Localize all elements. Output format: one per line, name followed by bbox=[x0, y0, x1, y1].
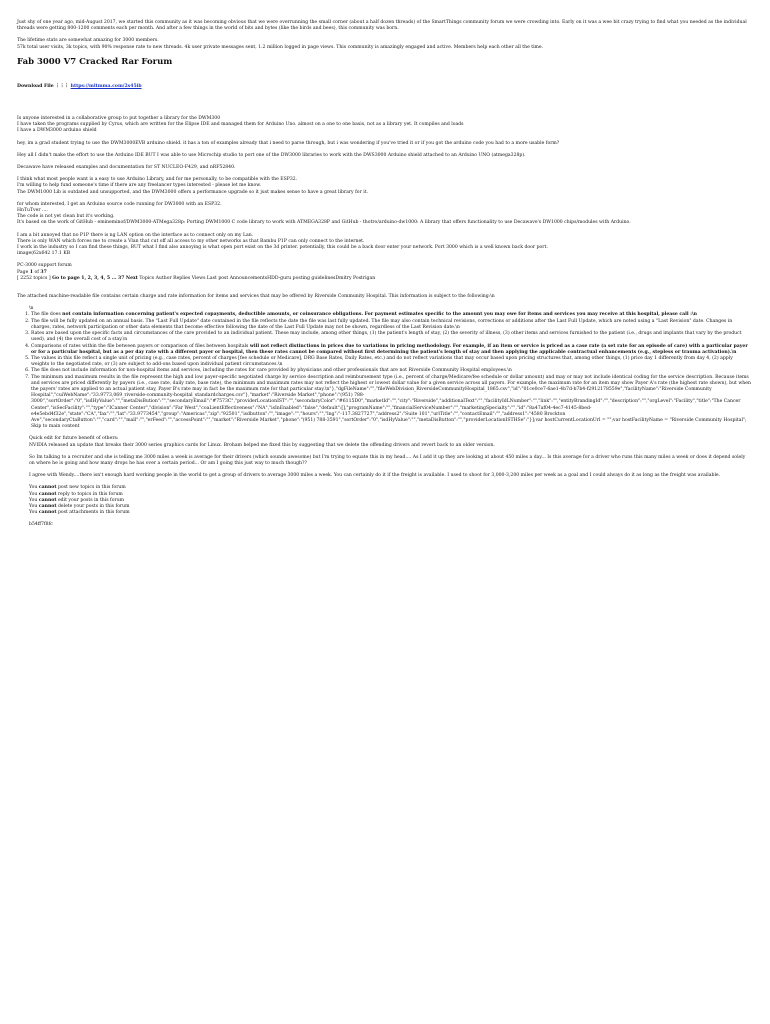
stats-detail: 57k total user visits, 3k topics, with 90% response rate to new threads. 4k user private messages sent, 1.2 million logged in page views. This community is amazingly engaged and active. Members help each other all the time. bbox=[17, 44, 544, 50]
download-symbol: ⋮⋮⋮ bbox=[55, 83, 70, 89]
download-link[interactable]: https://mltmma.com/2s45ib bbox=[70, 83, 142, 89]
body-line: I have taken the programs supplied by Cyrus, which are written for the Elipse IDE and managed them for Arduino Uno. almost on a one to one basis, not as a library yet. It compiles and loads bbox=[17, 122, 464, 128]
intro-paragraph: Just shy of one year ago, mid-August 2017, we started this community as it was becoming obvious that we were overrunning the small corner (about a half dozen threads) of the SmartThings community forum we were crowding into. Early on it was a wee bit crazy trying to find what you needed as the individual threads were getting 800-1200 comments each per month. And after a few things in the world of bits and bytes (like the birds and bees), this community was born. bbox=[17, 20, 747, 32]
page-current: 1 bbox=[29, 269, 33, 275]
body-line: I think what most people want is a easy to use Arduino Library, and for me personally, to be compatible with the ESP32. bbox=[17, 177, 298, 183]
post-body-6 bbox=[17, 202, 752, 227]
list-item: 4. Comparisons of rates within the file between payers or comparison of files between hospitals will not reflect distinctions in prices due to variations in pricing methodology. For example, if an item or service is priced as a case rate (a set rate for an episode of care) with a particular payer or for a particular hospital, but as a per day rate with a different payer or hospital, then these rates cannot be compared without first determining the patient's length of stay and then applying the applicable contractual enhancements (e.g., stepless or trauma activation).\n bbox=[31, 344, 752, 356]
page-total: 37 bbox=[40, 269, 47, 275]
list-item: 7. The minimum and maximum results in the file represent the high and low payer-specific negotiated charge by service description and reimbursement type (i.e., percent of charge/Medicare/fee schedule or dollar amount) and may or may not include identical coding for the service description. Because items and services are priced differently by payers (i.e., case rate, daily rate, base rate), the minimum and maximum rates may not reflect the highest or lowest dollar value for a given service across all payers. For example, the maximum rate for an item may show Payer A's rate (the highest rate shown), but when the payers' rates are applied to an actual patient stay, Payer B's rate may in fact be the maximum rate for that particular stay.\n"},"dgFileName":"","fileWebDivision_RiversideCommunityHospital_1865.csv","id":"01ce0ce7-6ae1-4b7d-b7b4-f2912178559e","facilityName":"Riverside Community Hospital","cuiWebName":"33.9773,069_riverside-community-hospital_standardcharges.csv"},"market":"Riverside Market","phone":"(951) 788-3000","sortOrder":"0","isdHyValue":"","metaDisBution":"","secondaryEmail":"#7573C","providerLocationIST":"","secondaryColor":"#6115D0","marketId":"","city":"Riverside","additionalText":"","facilityIdLNumber":"","link":"","entityBrandingId":"","description":"","orgLevel":"Facility","title":"The Cancer Center","isSecFacility":"","type":"ICanner Center","division":"Far West","coaLientEffectiveness":"NA","isInEnabled":"false","default":[],"programName":"","financialServiceNumber":"","marketingSpecialty":"","id":"8a47af04-4ec7-4145-8bed-e4e5ebd4f32e","state":"CA","fax":"","lat":"33.9773454","group":"Americas","zip":"92501","isdbutton":"","image":"","hours":"","lng":"-117.3827727","address2":"Suite 101","urlTitle":"","contactEmail":"","address1":"4580 Brockton Ave","secondaryCtaButton":"","card":"","mall":"","erFeed":"","accessPoint":"","market":"Riverside Market","phone":"(951) 788-3591","sortOrder":"0","isdHyValue":"","metaDisButton":"","providerLocationISTHSe":"}];var hostCurrentLocationUrl = "";var hostFacilityName = "Riverside Community Hospital"; Skip to main content bbox=[31, 375, 752, 431]
intro-section bbox=[17, 20, 752, 32]
support-forum-section bbox=[17, 263, 752, 282]
next-link[interactable]: Next bbox=[125, 275, 138, 281]
body-line: I have a DWM3000 arduino shield bbox=[17, 128, 97, 134]
hospital-list bbox=[25, 312, 752, 430]
hospital-pre: \n bbox=[29, 306, 34, 312]
download-label: Download File bbox=[17, 83, 54, 89]
trucker-post bbox=[17, 455, 752, 467]
quick-edit-line: NVIDIA released an update that breaks their 3000 series graphics cards for Linux. Broham helped me fixed this by suggesting that we delete the offending drivers and revert back to an older version. bbox=[29, 442, 495, 448]
body-line: Is anyone interested in a collaborative group to put together a library for the DWM300 bbox=[17, 116, 221, 122]
post-body-4: Decawave have released examples and documentation for ST NUCLEO-F429, and nRF52840. bbox=[17, 165, 236, 171]
body-line: There is only WAN which forces me to create a Vlan that cut off all access to my other networks as that Bambu P1P can only connect to the internet. bbox=[17, 238, 365, 244]
list-item: 2. The file will be fully updated on an annual basis. The "Last Full Update" date contained in the file reflects the date the file was last fully updated. The file may also contain technical revisions, corrections or additions after the Last Full Update, which are noted using a "Last Revision" date. Changes in charges, rates, network participation or other data elements that become effective following the date of the Last Full Update may not be shown, regardless of the Last Revision date.\n bbox=[31, 319, 752, 331]
support-forum-title: PC-3000 support forum bbox=[17, 263, 72, 269]
body-line: I'm willing to help fund someone's time if there are any freelancer types interested - please let me know. bbox=[17, 183, 262, 189]
body-line: I work in the industry so I can find these things, BUT what I find also annoying is what open port exist on the 3d printer. potentially, this could be a back door enter your network. Port 3000 which is a well known back door port. bbox=[17, 245, 548, 251]
body-line: The code is not yet clean but it's working. bbox=[17, 214, 115, 220]
hospital-section bbox=[17, 294, 752, 300]
body-line: I am a bit annoyed that no P1P there is ng LAN option on the interface as to connect only on my Lan. bbox=[17, 232, 254, 238]
post-body-1 bbox=[17, 116, 752, 135]
agree-text: I agree with Wendy....there isn't enough hard working people in the world to get a group of drivers to average 3000 miles a week. You can certainly do it if the freight is available. I used to shoot for 3,000-3,200 miles per week as a goal and I could always do it as long as the freight was available. bbox=[29, 473, 721, 479]
forum-permissions bbox=[17, 485, 752, 516]
stats-section bbox=[17, 38, 752, 50]
body-line: HnTuTver .... bbox=[17, 208, 48, 214]
stats-line: The lifetime stats are somewhat amazing for 3000 members. bbox=[17, 38, 159, 44]
footer-code: b54ff7f8fc bbox=[29, 522, 53, 528]
trucker-text: So Im talking to a recruiter and she is telling me 3000 miles a week is average for their drivers (which sounds awesome) but I'm trying to equate this in my head.... As I add it up they are looking at about 450 miles a day... Is this average for a driver who runs this many miles a week or does it depend solely on where he is going and how many drops he has over a certain period... Or am I going this just way to much though?? bbox=[29, 454, 746, 466]
post-body-5 bbox=[17, 177, 752, 196]
permission-line: You cannot reply to topics in this forum bbox=[29, 491, 123, 497]
permission-line: You cannot delete your posts in this forum bbox=[29, 503, 130, 509]
pagination-info: Page 1 of 37 bbox=[17, 269, 47, 275]
quick-edit-section bbox=[17, 436, 752, 448]
list-item: 1. The file does not contain information concerning patient's expected copayments, deductible amounts, or coinsurance obligations. For payment estimates specific to the amount you may owe for items and services you may receive at this hospital, please call :\n bbox=[31, 312, 752, 318]
download-line bbox=[17, 84, 752, 90]
pagination-nav bbox=[17, 276, 752, 282]
footer bbox=[17, 522, 752, 528]
quick-edit-line: Quick edit for future benefit of others: bbox=[29, 436, 119, 442]
post-body-3: Hey all I didn't make the effort to use the Arduino IDE BUT I was able to use Microchip studio to port one of the DW3000 libraries to work with the DWS3000 Arduino shield attached to an Arduino UNO (atmega328p). bbox=[17, 152, 526, 158]
goto-page-label: Go to page bbox=[52, 275, 80, 281]
table-columns: Topics Author Replies Views Last post AnnouncementsHDD-guru posting guidelinesDmitry Postrigan bbox=[139, 275, 376, 281]
page-title: Fab 3000 V7 Cracked Rar Forum bbox=[17, 56, 173, 67]
image-caption: image(62x642 17.1 KB bbox=[17, 251, 71, 257]
permission-line: You cannot post attachments in this forum bbox=[29, 510, 130, 516]
body-line: The DWM1000 Lib is outdated and unsupported, and the DWM3000 offers a performance upgrade so it just makes sense to have a great library for it. bbox=[17, 189, 368, 195]
permission-line: You cannot edit your posts in this forum bbox=[29, 497, 125, 503]
list-item: 3. Rates are based upon the specific facts and circumstances of the care provided to an individual patient. These may include, among other things, (1) the patient's length of stay, (2) the severity of illness, (3) other items and services furnished to the patient (i.e., drugs and implants that vary by the product used), and (4) the overall cost of a stay.\n bbox=[31, 331, 752, 343]
list-item: 6. The file does not include information for non-hospital items and services, including the rates for care provided by physicians and other professionals that are not Riverside Community Hospital employees.\n bbox=[31, 368, 752, 374]
body-line: It's based on the work of GitHub - emineminof/DWM3000-ATMega328p: Porting DWM1000 C code library to work with ATMEGA328P and GitHub - thotro/arduino-dw1000: A library that offers functionality to use Decawave's DW1000 chips/modules with Arduino. bbox=[17, 220, 631, 226]
topics-count: [ 2252 topics ] bbox=[17, 275, 51, 281]
agree-post bbox=[17, 473, 752, 479]
post-body-7 bbox=[17, 233, 752, 258]
goto-page-links[interactable]: 1, 2, 3, 4, 5 ... 37 bbox=[81, 275, 125, 281]
list-item: 5. The values in this file reflect a single unit of pricing (e.g., case rates, percent of charges [fee schedule or Medicare], DRG Base Rates, Daily Rates, etc.) and do not reflect variations that may occur based upon pricing structures that, among other things, (1) price day 1 differently from day 4, (2) apply weights to the negotiated rate, or (3) are subject to add-ons based upon individual patient circumstances.\n bbox=[31, 356, 752, 368]
post-body-2: hey, im a grad student trying to use the DWM3000EVB arduino shield. it has a ton of examples already that i need to parse through, but i was wondering if you've tried it or if you got the arduino code you had to a more usable form? bbox=[17, 140, 560, 146]
permission-line: You cannot post new topics in this forum bbox=[29, 485, 126, 491]
hospital-intro: The attached machine-readable file contains certain charge and rate information for items and services that may be offered by Riverside Community Hospital. This information is subject to the following:\n bbox=[17, 294, 495, 300]
body-line: for whom interested, I get an Arduino source code running for DW3000 with an ESP32. bbox=[17, 201, 222, 207]
